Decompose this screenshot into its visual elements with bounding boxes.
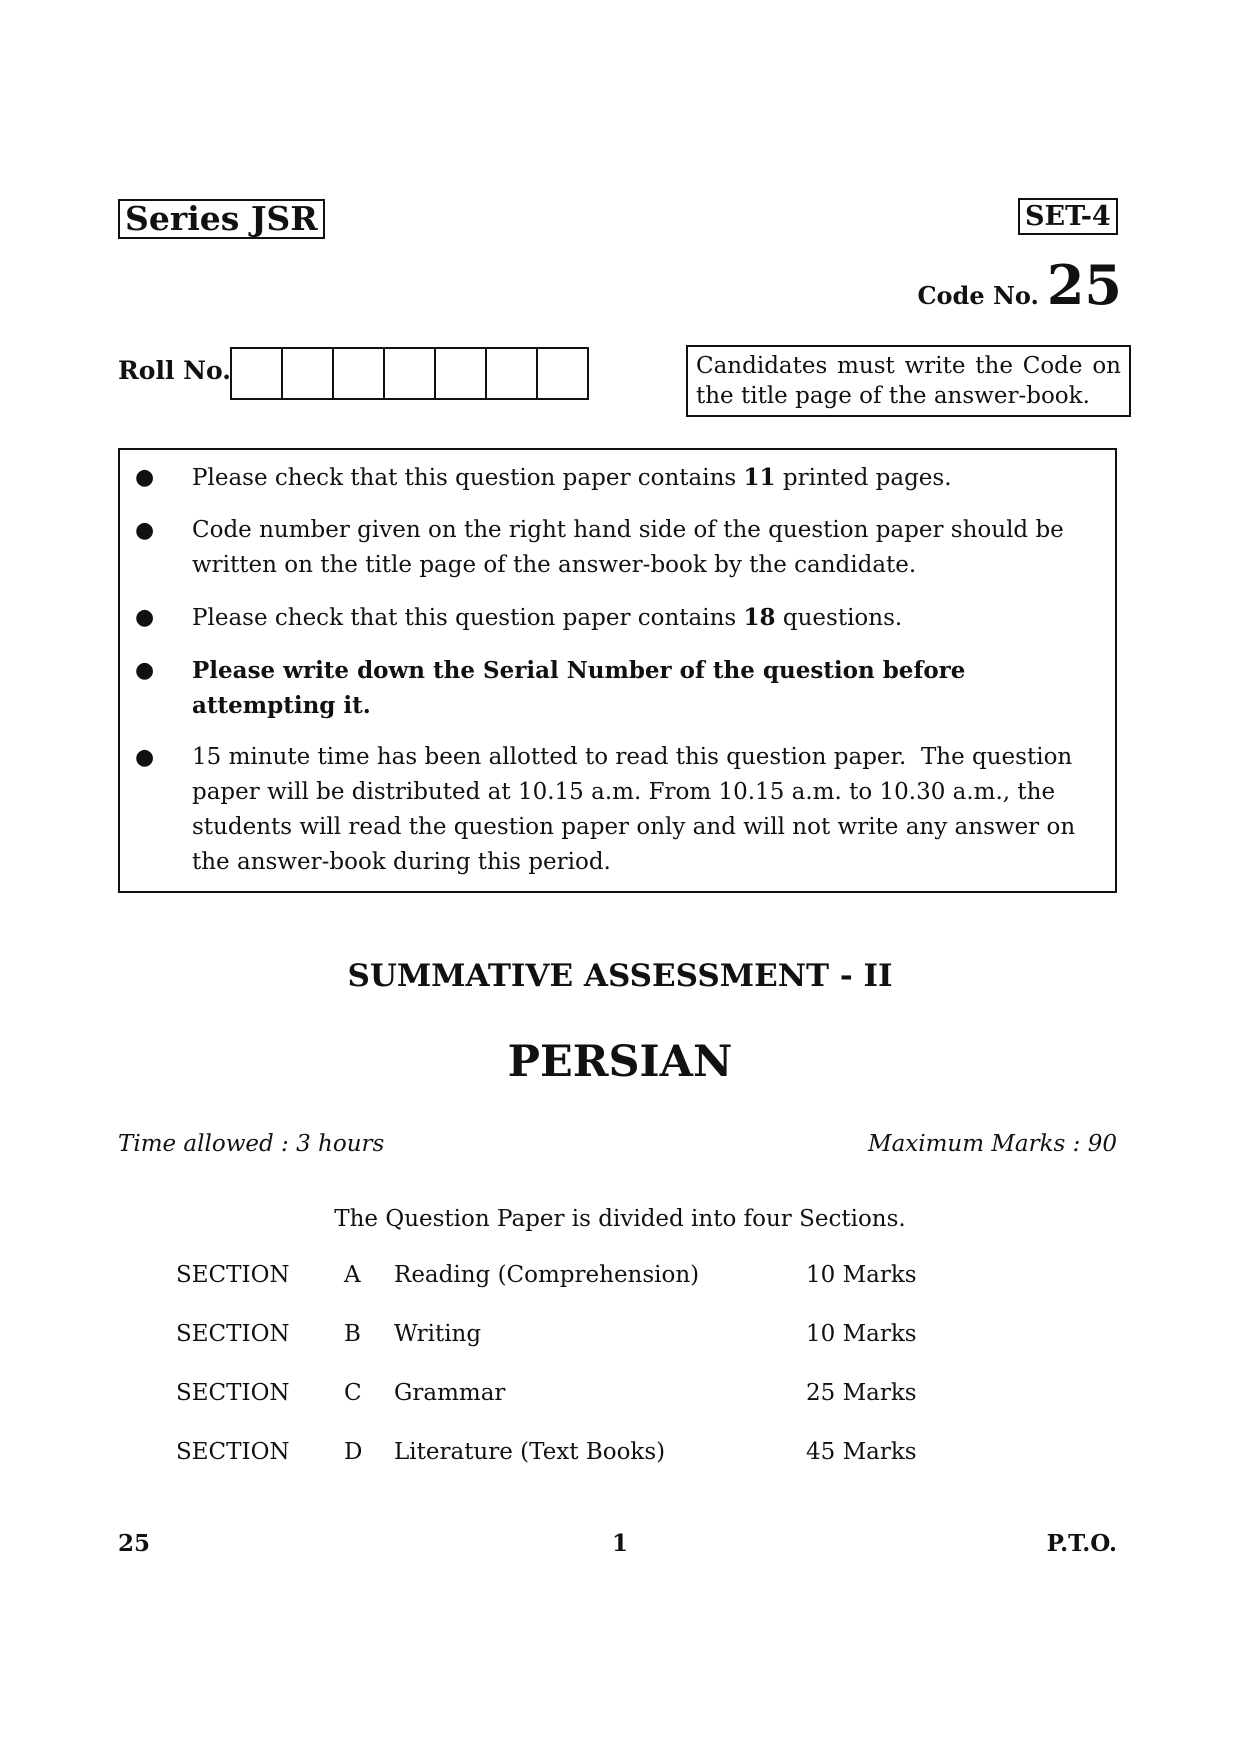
instructions-list <box>120 450 1115 880</box>
maximum-marks: Maximum Marks : 90 <box>868 1131 1117 1157</box>
section-letter: D <box>344 1439 363 1465</box>
instruction-text: Code number given on the right hand side of the question paper should be written on the title page of the answer-book by the candidate. <box>192 517 1064 578</box>
bullet-icon: ● <box>135 465 155 490</box>
page-number: 1 <box>611 1530 628 1557</box>
set-label: SET-4 <box>1018 198 1118 235</box>
section-label: SECTION <box>176 1380 290 1406</box>
series-label: Series JSR <box>118 199 325 239</box>
instruction-text: Please check that this question paper contains 11 printed pages. <box>192 464 952 491</box>
section-name: Writing <box>394 1321 482 1347</box>
instruction-text: 15 minute time has been allotted to read this question paper. The question paper will be distributed at 10.15 a.m. From 10.15 a.m. to 10.30 a.m., the students will read the question paper only and will not write any answer on the answer-book during this period. <box>192 744 1076 875</box>
section-marks: 10 Marks <box>806 1262 917 1288</box>
roll-number-cell[interactable] <box>334 349 385 398</box>
bullet-icon: ● <box>135 605 155 630</box>
section-name: Reading (Comprehension) <box>394 1262 700 1288</box>
roll-number-cell[interactable] <box>385 349 436 398</box>
code-label: Code No. <box>917 281 1039 310</box>
please-turn-over: P.T.O. <box>1046 1530 1117 1557</box>
instruction-text: Please write down the Serial Number of the question before attempting it. <box>192 657 966 719</box>
section-letter: C <box>344 1380 362 1406</box>
section-marks: 10 Marks <box>806 1321 917 1347</box>
section-row <box>176 1439 1006 1498</box>
bullet-icon: ● <box>135 657 155 683</box>
roll-number-cell[interactable] <box>283 349 334 398</box>
section-row <box>176 1321 1006 1380</box>
section-marks: 25 Marks <box>806 1380 917 1406</box>
section-name: Grammar <box>394 1380 506 1406</box>
section-row <box>176 1262 1006 1321</box>
section-name: Literature (Text Books) <box>394 1439 666 1465</box>
roll-number-cell[interactable] <box>487 349 538 398</box>
roll-number-cell[interactable] <box>538 349 587 398</box>
bullet-icon: ● <box>135 518 155 543</box>
instruction-item <box>135 740 1101 880</box>
section-label: SECTION <box>176 1321 290 1347</box>
roll-number-cell[interactable] <box>436 349 487 398</box>
candidate-code-note: Candidates must write the Code on the title page of the answer-book. <box>686 345 1131 417</box>
instruction-item <box>135 653 1101 723</box>
roll-number-grid <box>230 347 589 400</box>
section-label: SECTION <box>176 1262 290 1288</box>
sections-note: The Question Paper is divided into four Sections. <box>334 1206 906 1232</box>
instruction-item <box>135 460 1101 496</box>
section-letter: A <box>344 1262 361 1288</box>
sections-table <box>176 1262 1006 1498</box>
section-marks: 45 Marks <box>806 1439 917 1465</box>
roll-number-cell[interactable] <box>232 349 283 398</box>
code-number: 25 <box>1046 253 1122 317</box>
section-row <box>176 1380 1006 1439</box>
subject-title: PERSIAN <box>507 1037 733 1087</box>
instructions-box <box>118 448 1117 893</box>
instruction-text: Please check that this question paper contains 18 questions. <box>192 604 903 631</box>
section-label: SECTION <box>176 1439 290 1465</box>
section-letter: B <box>344 1321 361 1347</box>
time-allowed: Time allowed : 3 hours <box>118 1131 385 1157</box>
instruction-item <box>135 513 1101 583</box>
assessment-title: SUMMATIVE ASSESSMENT - II <box>347 958 893 994</box>
footer-code: 25 <box>118 1530 151 1557</box>
code-number-line <box>917 253 1122 317</box>
bullet-icon: ● <box>135 745 155 770</box>
instruction-item <box>135 600 1101 636</box>
roll-number-label: Roll No. <box>118 356 231 385</box>
